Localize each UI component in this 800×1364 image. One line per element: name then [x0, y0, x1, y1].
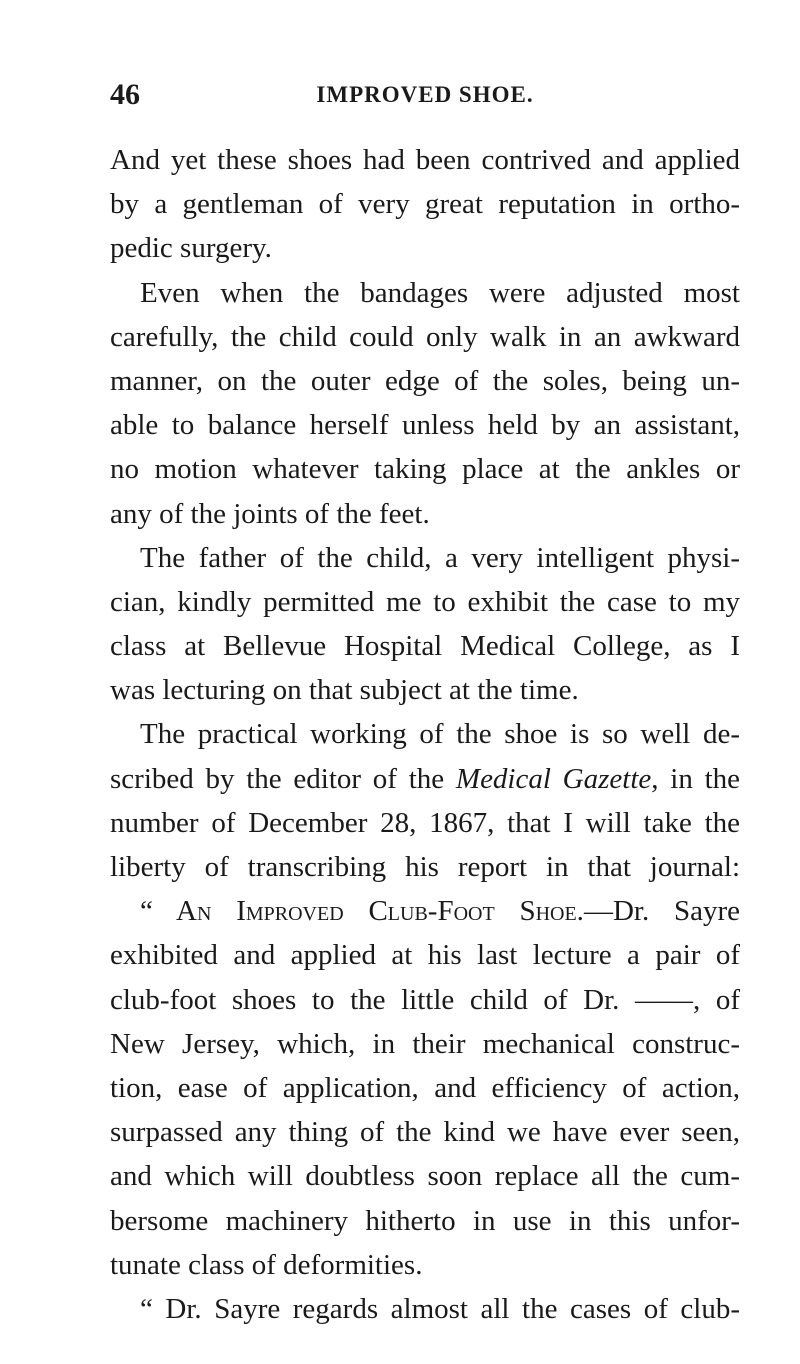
text-segment: —Dr. Sayre: [583, 895, 740, 928]
text-line: surpassed any thing of the kind we have ever seen,: [110, 1116, 740, 1149]
text-line: number of December 28, 1867, that I will take the: [110, 806, 740, 839]
text-line: And yet these shoes had been contrived and applied: [110, 144, 740, 176]
running-head: IMPROVED SHOE.: [316, 82, 534, 107]
text-segment: scribed by the editor of the: [110, 762, 445, 795]
text-line: class at Bellevue Hospital Medical College, as I: [110, 630, 740, 663]
text-line: and which will doubtless soon replace all the cum-: [110, 1160, 740, 1193]
text-line: no motion whatever taking place at the ankles or: [110, 453, 740, 486]
text-line: The father of the child, a very intelligent physi-: [140, 541, 740, 574]
text-line: liberty of transcribing his report in that journal:: [110, 851, 740, 883]
article-title: “ An Improved Club-Foot Shoe.: [140, 895, 584, 928]
journal-title: Medical Gazette: [455, 762, 652, 795]
text-line: by a gentleman of very great reputation in ortho-: [110, 188, 740, 221]
body-text: [110, 138, 740, 1331]
text-line: Even when the bandages were adjusted most: [140, 276, 740, 309]
text-line: exhibited and applied at his last lecture a pair of: [110, 939, 740, 972]
text-line: New Jersey, which, in their mechanical construc-: [110, 1027, 740, 1060]
page-header: [110, 78, 740, 118]
page-number: 46: [110, 78, 140, 111]
text-line: was lecturing on that subject at the time.: [110, 674, 579, 707]
text-line: carefully, the child could only walk in an awkward: [110, 320, 740, 353]
text-line: [110, 889, 740, 933]
text-line: able to balance herself unless held by an assistant,: [110, 409, 740, 442]
text-line: tion, ease of application, and efficiency of action,: [110, 1071, 740, 1104]
text-line: bersome machinery hitherto in use in this unfor-: [110, 1204, 740, 1237]
text-line: club-foot shoes to the little child of Dr. ——, of: [110, 983, 740, 1016]
text-line: The practical working of the shoe is so well de-: [140, 718, 740, 751]
text-line: any of the joints of the feet.: [110, 497, 430, 530]
text-segment: , in the: [651, 762, 740, 795]
text-line: [110, 757, 740, 801]
text-line: cian, kindly permitted me to exhibit the case to my: [110, 585, 740, 618]
text-line: tunate class of deformities.: [110, 1248, 423, 1281]
text-line: “ Dr. Sayre regards almost all the cases of club-: [140, 1292, 740, 1325]
text-line: manner, on the outer edge of the soles, being un-: [110, 364, 740, 397]
text-line: pedic surgery.: [110, 232, 272, 265]
